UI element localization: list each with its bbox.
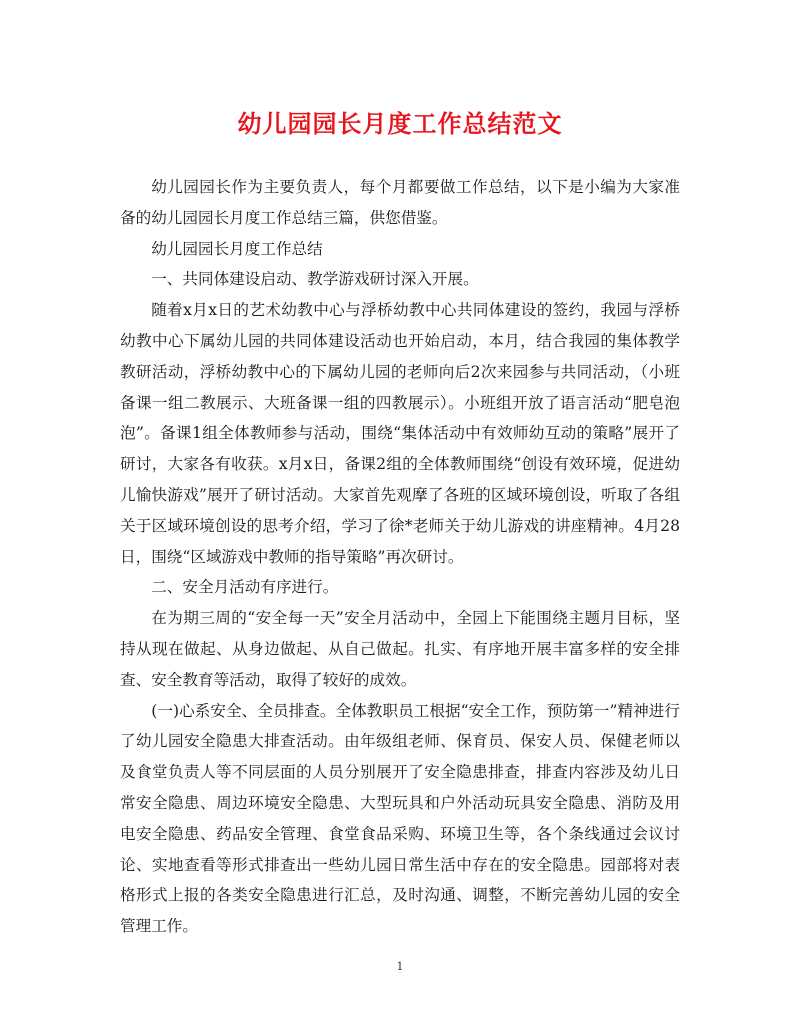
paragraph-intro: 幼儿园园长作为主要负责人，每个月都要做工作总结，以下是小编为大家准备的幼儿园园长月度工作总结三篇，供您借鉴。 bbox=[120, 178, 680, 227]
document-body bbox=[120, 172, 680, 942]
document-title: 幼儿园园长月度工作总结范文 bbox=[237, 109, 563, 138]
paragraph-heading: 幼儿园园长月度工作总结 bbox=[151, 239, 323, 258]
paragraph-safety-month: 在为期三周的“安全每一天”安全月活动中，全园上下能围绕主题月目标，坚持从现在做起、从身边做起、从自己做起。扎实、有序地开展丰富多样的安全排查、安全教育等活动，取得了较好的成效。 bbox=[120, 609, 680, 689]
paragraph-safety-check: (一)心系安全、全员排查。全体教职员工根据“安全工作，预防第一”精神进行了幼儿园安全隐患大排查活动。由年级组老师、保育员、保安人员、保健老师以及食堂负责人等不同层面的人员分别展开了安全隐患排查，排查内容涉及幼儿日常安全隐患、周边环境安全隐患、大型玩具和户外活动玩具安全隐患、消防及用电安全隐患、药品安全管理、食堂食品采购、环境卫生等，各个条线通过会议讨论、实地查看等形式排查出一些幼儿园日常生活中存在的安全隐患。园部将对表格形式上报的各类安全隐患进行汇总，及时沟通、调整，不断完善幼儿园的安全管理工作。 bbox=[120, 701, 680, 936]
section-heading-1: 一、共同体建设启动、教学游戏研讨深入开展。 bbox=[151, 270, 479, 289]
section-heading-2: 二、安全月活动有序进行。 bbox=[151, 578, 339, 597]
paragraph-community: 随着x月x日的艺术幼教中心与浮桥幼教中心共同体建设的签约，我园与浮桥幼教中心下属幼儿园的共同体建设活动也开始启动，本月，结合我园的集体教学教研活动，浮桥幼教中心的下属幼儿园的老师向后2次来园参与共同活动，（小班备课一组二教展示、大班备课一组的四教展示）。小班组开放了语言活动“肥皂泡泡”。备课1组全体教师参与活动，围绕“集体活动中有效师幼互动的策略”展开了研讨，大家各有收获。x月x日，备课2组的全体教师围绕“创设有效环境，促进幼儿愉快游戏”展开了研讨活动。大家首先观摩了各班的区域环境创设，听取了各组关于区域环境创设的思考介绍，学习了徐*老师关于幼儿游戏的讲座精神。4月28日，围绕“区域游戏中教师的指导策略”再次研讨。 bbox=[120, 301, 680, 566]
page-number: 1 bbox=[396, 960, 404, 973]
